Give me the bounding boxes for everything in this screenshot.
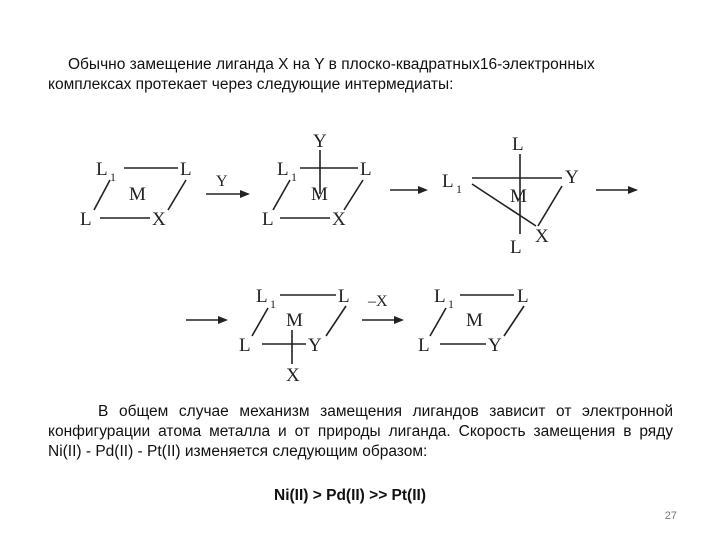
metal-label: M: [129, 184, 146, 205]
reaction-arrow-4: [186, 316, 228, 324]
metal-label: M: [286, 310, 303, 331]
reaction-arrow-5: [362, 293, 404, 324]
ligand-subscript: 1: [291, 170, 297, 184]
ligand-label: Y: [313, 131, 327, 152]
structure-square-planar-1: [80, 159, 192, 230]
ligand-label: X: [152, 209, 166, 230]
ligand-label: X: [535, 226, 549, 247]
ligand-subscript: 1: [270, 297, 276, 311]
ligand-label: L: [338, 286, 350, 307]
ligand-subscript: 1: [110, 170, 116, 184]
metal-label: M: [466, 310, 483, 331]
ligand-label: L: [434, 286, 446, 307]
ligand-label: L: [239, 335, 251, 356]
metal-label: M: [311, 184, 328, 205]
ligand-label: L: [277, 159, 289, 180]
structure-square-planar-product: [418, 286, 529, 356]
reaction-arrow-3: [596, 186, 638, 194]
ligand-label: L: [360, 159, 372, 180]
ligand-label: L: [262, 209, 274, 230]
reaction-arrow-1: [206, 173, 250, 198]
ligand-label: Y: [308, 335, 322, 356]
ligand-label: L: [512, 134, 524, 155]
ligand-label: L: [442, 171, 454, 192]
structure-square-pyramidal: [262, 131, 372, 230]
ligand-label: L: [517, 286, 529, 307]
ligand-label: X: [286, 365, 300, 386]
ligand-label: X: [332, 209, 346, 230]
structure-trigonal-bipyramid: [442, 134, 579, 258]
metal-label: M: [510, 186, 527, 207]
reactivity-series: Ni(II) > Pd(II) >> Pt(II): [274, 487, 426, 504]
arrow-label-reagent: Y: [216, 173, 228, 190]
ligand-label: Y: [565, 167, 579, 188]
ligand-label: L: [418, 335, 430, 356]
page-number: 27: [664, 510, 677, 522]
ligand-label: L: [256, 286, 268, 307]
structure-square-pyramidal-inverted: [239, 286, 350, 386]
intro-paragraph: Обычно замещение лиганда X на Y в плоско-квадратных16-электронных комплексах протекает через следующие интермедиаты:: [48, 56, 595, 93]
ligand-label: Y: [488, 335, 502, 356]
ligand-subscript: 1: [448, 297, 454, 311]
ligand-subscript: 1: [456, 182, 462, 196]
ligand-label: L: [510, 237, 522, 258]
body-paragraph: В общем случае механизм замещения лигандов зависит от электронной конфигурации атома металла и от природы лиганда. Скорость замещения в ряду Ni(II) - Pd(II) - Pt(II) изменяется следующим образом:: [48, 403, 673, 460]
arrow-label-leaving-group: –X: [368, 293, 388, 310]
reaction-arrow-2: [390, 186, 428, 194]
ligand-label: L: [80, 209, 92, 230]
ligand-label: L: [180, 159, 192, 180]
ligand-label: L: [96, 159, 108, 180]
